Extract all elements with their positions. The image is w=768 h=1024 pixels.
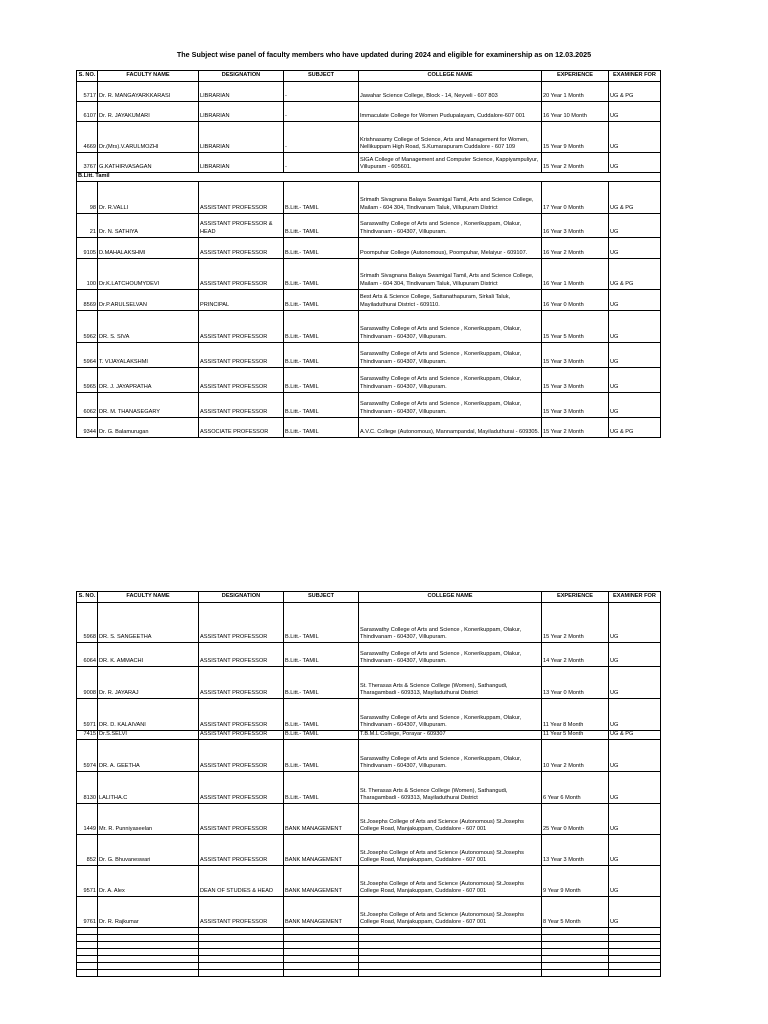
- cell-experience: 6 Year 6 Month: [542, 772, 609, 804]
- empty-cell: [359, 942, 542, 949]
- cell-sno: 21: [77, 213, 98, 237]
- cell-experience: 15 Year 5 Month: [542, 310, 609, 342]
- cell-faculty-name: Dr. R. MANGAYARKKARASI: [98, 82, 199, 102]
- table-row: [77, 122, 661, 153]
- empty-cell: [77, 949, 98, 956]
- cell-designation: ASSISTANT PROFESSOR: [199, 392, 284, 417]
- table-row: [77, 417, 661, 437]
- cell-faculty-name: G.KATHIRVASAGAN: [98, 153, 199, 173]
- cell-experience: 16 Year 0 Month: [542, 289, 609, 310]
- cell-designation: ASSOCIATE PROFESSOR: [199, 417, 284, 437]
- table-row: [77, 342, 661, 367]
- table-row: [77, 289, 661, 310]
- cell-examiner-for: UG & PG: [609, 417, 661, 437]
- cell-examiner-for: UG: [609, 102, 661, 122]
- cell-sno: 6064: [77, 643, 98, 667]
- cell-examiner-for: UG: [609, 740, 661, 772]
- cell-faculty-name: Dr. G. Balamurugan: [98, 417, 199, 437]
- cell-college-name: Saraswathy College of Arts and Science , Konerikuppam, Olakur, Thindivanam - 604307, Villupuram.: [359, 699, 542, 731]
- empty-cell: [284, 935, 359, 942]
- document-title: The Subject wise panel of faculty members who have updated during 2024 and eligible for examinership as on 12.03.2025: [176, 50, 592, 59]
- empty-cell: [77, 963, 98, 970]
- empty-cell: [609, 928, 661, 935]
- cell-college-name: St.Josephs College of Arts and Science (Autonomous) St.Josephs College Road, Manjakuppam, Cuddalore - 607 001: [359, 804, 542, 835]
- cell-sno: 7415: [77, 731, 98, 740]
- cell-subject: B.Litt.- TAMIL: [284, 417, 359, 437]
- cell-examiner-for: UG: [609, 237, 661, 258]
- cell-college-name: SIGA College of Management and Computer Science, Kappiyampuliyur, Villupuram - 605601.: [359, 153, 542, 173]
- cell-designation: ASSISTANT PROFESSOR: [199, 897, 284, 928]
- cell-experience: 15 Year 3 Month: [542, 367, 609, 392]
- cell-examiner-for: UG: [609, 392, 661, 417]
- table-1-body-librarians: [77, 82, 661, 173]
- cell-college-name: Srimath Sivagnana Balaya Swamigal Tamil, Arts and Science College, Mailam - 604 304, Tindivanam Taluk, Villupuram District: [359, 181, 542, 213]
- empty-cell: [284, 970, 359, 977]
- cell-examiner-for: UG: [609, 804, 661, 835]
- cell-sno: 1449: [77, 804, 98, 835]
- cell-faculty-name: Dr.S.SELVI: [98, 731, 199, 740]
- empty-cell: [359, 935, 542, 942]
- cell-faculty-name: Dr. A. Alex: [98, 866, 199, 897]
- cell-college-name: Jawahar Science College, Block - 14, Neyveli - 607 803: [359, 82, 542, 102]
- table-row: [77, 740, 661, 772]
- cell-college-name: Saraswathy College of Arts and Science , Konerikuppam, Olakur, Thindivanam - 604307, Villupuram.: [359, 392, 542, 417]
- cell-college-name: A.V.C. College (Autonomous), Mannampandal, Mayiladuthurai - 609305.: [359, 417, 542, 437]
- cell-experience: 11 Year 5 Month: [542, 731, 609, 740]
- empty-cell: [98, 935, 199, 942]
- empty-cell: [284, 963, 359, 970]
- empty-cell: [284, 942, 359, 949]
- empty-cell: [199, 970, 284, 977]
- cell-designation: ASSISTANT PROFESSOR: [199, 258, 284, 289]
- cell-college-name: St.Josephs College of Arts and Science (Autonomous) St.Josephs College Road, Manjakuppam, Cuddalore - 607 001: [359, 897, 542, 928]
- header-sno: S. NO.: [77, 71, 98, 82]
- header-designation: DESIGNATION: [199, 71, 284, 82]
- cell-college-name: Saraswathy College of Arts and Science , Konerikuppam, Olakur, Thindivanam - 604307, Villupuram.: [359, 643, 542, 667]
- cell-designation: ASSISTANT PROFESSOR: [199, 731, 284, 740]
- table-row: [77, 392, 661, 417]
- cell-subject: B.Litt.- TAMIL: [284, 310, 359, 342]
- cell-sno: 9761: [77, 897, 98, 928]
- table-header-row: [77, 592, 661, 603]
- cell-experience: 20 Year 1 Month: [542, 82, 609, 102]
- empty-cell: [609, 963, 661, 970]
- cell-subject: BANK MANAGEMENT: [284, 835, 359, 866]
- cell-examiner-for: UG: [609, 897, 661, 928]
- cell-faculty-name: Dr. R. JAYAKUMARI: [98, 102, 199, 122]
- cell-college-name: Krishnasamy College of Science, Arts and Management for Women, Nellikuppam High Road, S.Kumarapuram Cuddalore - 607 109: [359, 122, 542, 153]
- cell-designation: ASSISTANT PROFESSOR: [199, 667, 284, 699]
- cell-designation: ASSISTANT PROFESSOR: [199, 342, 284, 367]
- cell-subject: B.Litt.- TAMIL: [284, 213, 359, 237]
- empty-cell: [77, 935, 98, 942]
- cell-designation: ASSISTANT PROFESSOR: [199, 367, 284, 392]
- cell-college-name: Immaculate College for Women Pudupalayam, Cuddalore-607 001: [359, 102, 542, 122]
- cell-experience: 15 Year 2 Month: [542, 417, 609, 437]
- cell-designation: ASSISTANT PROFESSOR: [199, 835, 284, 866]
- cell-subject: B.Litt.- TAMIL: [284, 342, 359, 367]
- empty-cell: [199, 956, 284, 963]
- cell-sno: 6107: [77, 102, 98, 122]
- header-sno: S. NO.: [77, 592, 98, 603]
- cell-faculty-name: Dr. R. Rajkumar: [98, 897, 199, 928]
- empty-row: [77, 956, 661, 963]
- cell-college-name: St. Therasas Arts & Science College (Women), Sathangudi, Tharagambadi - 609313, Mayiladuthurai District: [359, 772, 542, 804]
- cell-examiner-for: UG: [609, 342, 661, 367]
- cell-designation: LIBRARIAN: [199, 82, 284, 102]
- cell-college-name: T.B.M.L College, Porayar - 609307: [359, 731, 542, 740]
- cell-faculty-name: Dr. N. SATHIYA: [98, 213, 199, 237]
- cell-experience: 15 Year 2 Month: [542, 153, 609, 173]
- cell-faculty-name: D.MAHALAKSHMI: [98, 237, 199, 258]
- cell-subject: B.Litt.- TAMIL: [284, 237, 359, 258]
- empty-row: [77, 963, 661, 970]
- cell-subject: B.Litt.- TAMIL: [284, 289, 359, 310]
- empty-cell: [609, 949, 661, 956]
- cell-faculty-name: Dr. G. Bhuvaneswari: [98, 835, 199, 866]
- empty-cell: [359, 949, 542, 956]
- header-college-name: COLLEGE NAME: [359, 592, 542, 603]
- empty-cell: [98, 956, 199, 963]
- cell-sno: 5968: [77, 603, 98, 643]
- cell-sno: 9344: [77, 417, 98, 437]
- empty-cell: [284, 956, 359, 963]
- table-row: [77, 367, 661, 392]
- empty-cell: [542, 970, 609, 977]
- table-row: [77, 213, 661, 237]
- section-row-group: [77, 173, 661, 182]
- header-subject: SUBJECT: [284, 71, 359, 82]
- cell-subject: -: [284, 82, 359, 102]
- cell-faculty-name: DR. D. KALAIVANI: [98, 699, 199, 731]
- cell-faculty-name: DR. M. THANASEGARY: [98, 392, 199, 417]
- cell-subject: BANK MANAGEMENT: [284, 804, 359, 835]
- cell-faculty-name: LALITHA.C: [98, 772, 199, 804]
- table-row: [77, 181, 661, 213]
- cell-sno: 9008: [77, 667, 98, 699]
- cell-faculty-name: Dr.(Mrs).V.ARULMOZHI: [98, 122, 199, 153]
- cell-examiner-for: UG: [609, 667, 661, 699]
- cell-experience: 14 Year 2 Month: [542, 643, 609, 667]
- cell-college-name: Saraswathy College of Arts and Science , Konerikuppam, Olakur, Thindivanam - 604307, Villupuram.: [359, 740, 542, 772]
- cell-sno: 5965: [77, 367, 98, 392]
- cell-subject: B.Litt.- TAMIL: [284, 258, 359, 289]
- header-faculty-name: FACULTY NAME: [98, 592, 199, 603]
- cell-examiner-for: UG: [609, 153, 661, 173]
- cell-sno: 8569: [77, 289, 98, 310]
- empty-cell: [359, 970, 542, 977]
- table-row: [77, 772, 661, 804]
- cell-experience: 16 Year 2 Month: [542, 237, 609, 258]
- cell-sno: 4669: [77, 122, 98, 153]
- cell-faculty-name: DR. A. GEETHA: [98, 740, 199, 772]
- cell-designation: ASSISTANT PROFESSOR: [199, 772, 284, 804]
- cell-experience: 16 Year 1 Month: [542, 258, 609, 289]
- cell-sno: 5964: [77, 342, 98, 367]
- empty-cell: [359, 928, 542, 935]
- table-row: [77, 643, 661, 667]
- header-subject: SUBJECT: [284, 592, 359, 603]
- cell-subject: B.Litt.- TAMIL: [284, 699, 359, 731]
- cell-examiner-for: UG: [609, 213, 661, 237]
- cell-designation: LIBRARIAN: [199, 153, 284, 173]
- cell-faculty-name: Dr. R.VALLI: [98, 181, 199, 213]
- cell-faculty-name: Mr. R. Punniyaseelan: [98, 804, 199, 835]
- header-experience: EXPERIENCE: [542, 71, 609, 82]
- cell-examiner-for: UG: [609, 310, 661, 342]
- cell-examiner-for: UG & PG: [609, 731, 661, 740]
- section-label: B.Litt. Tamil: [77, 173, 199, 182]
- empty-cell: [542, 949, 609, 956]
- cell-designation: DEAN OF STUDIES & HEAD: [199, 866, 284, 897]
- cell-subject: -: [284, 153, 359, 173]
- cell-sno: 8130: [77, 772, 98, 804]
- table-2-body: [77, 603, 661, 928]
- cell-designation: LIBRARIAN: [199, 122, 284, 153]
- cell-designation: ASSISTANT PROFESSOR: [199, 643, 284, 667]
- empty-cell: [98, 942, 199, 949]
- table-row: [77, 897, 661, 928]
- cell-designation: ASSISTANT PROFESSOR: [199, 310, 284, 342]
- header-examiner-for: EXAMINER FOR: [609, 592, 661, 603]
- cell-college-name: St. Therasas Arts & Science College (Women), Sathangudi, Tharagambadi - 609313, Mayiladuthurai District: [359, 667, 542, 699]
- table-row: [77, 153, 661, 173]
- empty-cell: [284, 928, 359, 935]
- cell-experience: 13 Year 0 Month: [542, 667, 609, 699]
- cell-subject: B.Litt.- TAMIL: [284, 392, 359, 417]
- empty-cell: [77, 956, 98, 963]
- header-examiner-for: EXAMINER FOR: [609, 71, 661, 82]
- empty-cell: [542, 942, 609, 949]
- cell-sno: 9571: [77, 866, 98, 897]
- cell-college-name: St.Josephs College of Arts and Science (Autonomous) St.Josephs College Road, Manjakuppam, Cuddalore - 607 001: [359, 866, 542, 897]
- empty-row: [77, 970, 661, 977]
- cell-subject: B.Litt.- TAMIL: [284, 731, 359, 740]
- table-header-row: [77, 71, 661, 82]
- empty-cell: [98, 963, 199, 970]
- empty-cell: [359, 956, 542, 963]
- cell-experience: 15 Year 9 Month: [542, 122, 609, 153]
- cell-sno: 5971: [77, 699, 98, 731]
- cell-designation: LIBRARIAN: [199, 102, 284, 122]
- empty-row: [77, 942, 661, 949]
- cell-experience: 17 Year 0 Month: [542, 181, 609, 213]
- cell-subject: B.Litt.- TAMIL: [284, 603, 359, 643]
- section-row: [77, 173, 661, 182]
- cell-college-name: Saraswathy College of Arts and Science , Konerikuppam, Olakur, Thindivanam - 604307, Villupuram.: [359, 213, 542, 237]
- table-row: [77, 866, 661, 897]
- cell-examiner-for: UG: [609, 866, 661, 897]
- cell-sno: 100: [77, 258, 98, 289]
- table-row: [77, 258, 661, 289]
- cell-faculty-name: DR. S. SANGEETHA: [98, 603, 199, 643]
- empty-cell: [98, 949, 199, 956]
- empty-cell: [199, 949, 284, 956]
- cell-college-name: Saraswathy College of Arts and Science , Konerikuppam, Olakur, Thindivanam - 604307, Villupuram.: [359, 310, 542, 342]
- table-1-body-tamil: [77, 181, 661, 437]
- empty-cell: [199, 963, 284, 970]
- cell-examiner-for: UG: [609, 603, 661, 643]
- cell-experience: 15 Year 3 Month: [542, 342, 609, 367]
- empty-cell: [77, 928, 98, 935]
- cell-subject: B.Litt.- TAMIL: [284, 643, 359, 667]
- cell-subject: B.Litt.- TAMIL: [284, 181, 359, 213]
- cell-examiner-for: UG & PG: [609, 82, 661, 102]
- cell-experience: 9 Year 9 Month: [542, 866, 609, 897]
- empty-cell: [609, 935, 661, 942]
- cell-designation: PRINCIPAL: [199, 289, 284, 310]
- cell-designation: ASSISTANT PROFESSOR: [199, 804, 284, 835]
- cell-sno: 98: [77, 181, 98, 213]
- cell-experience: 15 Year 2 Month: [542, 603, 609, 643]
- cell-experience: 13 Year 3 Month: [542, 835, 609, 866]
- cell-sno: 5962: [77, 310, 98, 342]
- cell-examiner-for: UG: [609, 122, 661, 153]
- cell-subject: B.Litt.- TAMIL: [284, 772, 359, 804]
- cell-designation: ASSISTANT PROFESSOR: [199, 740, 284, 772]
- table-row: [77, 603, 661, 643]
- table-row: [77, 835, 661, 866]
- cell-faculty-name: Dr.P.ARULSELVAN: [98, 289, 199, 310]
- cell-college-name: Saraswathy College of Arts and Science , Konerikuppam, Olakur, Thindivanam - 604307, Villupuram.: [359, 367, 542, 392]
- cell-experience: 15 Year 3 Month: [542, 392, 609, 417]
- empty-row: [77, 935, 661, 942]
- empty-cell: [542, 935, 609, 942]
- cell-subject: BANK MANAGEMENT: [284, 897, 359, 928]
- cell-college-name: Saraswathy College of Arts and Science , Konerikuppam, Olakur, Thindivanam - 604307, Villupuram.: [359, 342, 542, 367]
- cell-experience: 11 Year 8 Month: [542, 699, 609, 731]
- empty-cell: [542, 963, 609, 970]
- cell-designation: ASSISTANT PROFESSOR: [199, 181, 284, 213]
- empty-cell: [77, 942, 98, 949]
- table-row: [77, 699, 661, 731]
- cell-designation: ASSISTANT PROFESSOR: [199, 603, 284, 643]
- header-designation: DESIGNATION: [199, 592, 284, 603]
- table-row: [77, 667, 661, 699]
- cell-subject: -: [284, 102, 359, 122]
- cell-faculty-name: Dr. R. JAYARAJ: [98, 667, 199, 699]
- cell-sno: 5974: [77, 740, 98, 772]
- empty-cell: [199, 928, 284, 935]
- table-row: [77, 102, 661, 122]
- cell-examiner-for: UG: [609, 699, 661, 731]
- cell-experience: 16 Year 3 Month: [542, 213, 609, 237]
- cell-sno: 9105: [77, 237, 98, 258]
- cell-examiner-for: UG & PG: [609, 181, 661, 213]
- cell-college-name: Best Arts & Science College, Sattanathapuram, Sirkali Taluk, Mayiladuthurai District - 609110.: [359, 289, 542, 310]
- faculty-table-2: [76, 591, 661, 977]
- cell-examiner-for: UG: [609, 367, 661, 392]
- empty-cell: [98, 928, 199, 935]
- cell-experience: 16 Year 10 Month: [542, 102, 609, 122]
- table-row: [77, 731, 661, 740]
- cell-designation: ASSISTANT PROFESSOR: [199, 699, 284, 731]
- empty-cell: [542, 956, 609, 963]
- faculty-table-1: [76, 70, 661, 438]
- cell-sno: 5717: [77, 82, 98, 102]
- cell-examiner-for: UG: [609, 643, 661, 667]
- cell-subject: BANK MANAGEMENT: [284, 866, 359, 897]
- cell-examiner-for: UG: [609, 772, 661, 804]
- empty-row: [77, 949, 661, 956]
- cell-faculty-name: DR. S. SIVA: [98, 310, 199, 342]
- cell-college-name: St.Josephs College of Arts and Science (Autonomous) St.Josephs College Road, Manjakuppam, Cuddalore - 607 001: [359, 835, 542, 866]
- cell-college-name: Poompuhar College (Autonomous), Poompuhar, Melaiyur - 609107.: [359, 237, 542, 258]
- empty-cell: [542, 928, 609, 935]
- empty-cell: [609, 942, 661, 949]
- empty-row: [77, 928, 661, 935]
- table-row: [77, 804, 661, 835]
- cell-faculty-name: DR. K. AMMACHI: [98, 643, 199, 667]
- cell-experience: 8 Year 5 Month: [542, 897, 609, 928]
- header-college-name: COLLEGE NAME: [359, 71, 542, 82]
- cell-sno: 852: [77, 835, 98, 866]
- cell-faculty-name: DR. J. JAYAPRATHA: [98, 367, 199, 392]
- cell-examiner-for: UG & PG: [609, 258, 661, 289]
- cell-sno: 6062: [77, 392, 98, 417]
- table-row: [77, 310, 661, 342]
- empty-cell: [609, 956, 661, 963]
- section-fill: [199, 173, 661, 182]
- cell-experience: 25 Year 0 Month: [542, 804, 609, 835]
- empty-cell: [609, 970, 661, 977]
- empty-cell: [77, 970, 98, 977]
- empty-cell: [359, 963, 542, 970]
- empty-cell: [199, 935, 284, 942]
- empty-cell: [284, 949, 359, 956]
- cell-college-name: Saraswathy College of Arts and Science , Konerikuppam, Olakur, Thindivanam - 604307, Villupuram.: [359, 603, 542, 643]
- cell-designation: ASSISTANT PROFESSOR & HEAD: [199, 213, 284, 237]
- cell-examiner-for: UG: [609, 289, 661, 310]
- table-2-empty-rows: [77, 928, 661, 977]
- header-experience: EXPERIENCE: [542, 592, 609, 603]
- header-faculty-name: FACULTY NAME: [98, 71, 199, 82]
- cell-examiner-for: UG: [609, 835, 661, 866]
- cell-subject: B.Litt.- TAMIL: [284, 740, 359, 772]
- cell-subject: B.Litt.- TAMIL: [284, 367, 359, 392]
- cell-subject: -: [284, 122, 359, 153]
- empty-cell: [199, 942, 284, 949]
- cell-faculty-name: T. VIJAYALAKSHMI: [98, 342, 199, 367]
- table-row: [77, 82, 661, 102]
- cell-designation: ASSISTANT PROFESSOR: [199, 237, 284, 258]
- cell-experience: 10 Year 2 Month: [542, 740, 609, 772]
- cell-faculty-name: Dr.K.LATCHOUMYDEVI: [98, 258, 199, 289]
- cell-college-name: Srimath Sivagnana Balaya Swamigal Tamil, Arts and Science College, Mailam - 604 304, Tindivanam Taluk, Villupuram District: [359, 258, 542, 289]
- cell-sno: 3767: [77, 153, 98, 173]
- cell-subject: B.Litt.- TAMIL: [284, 667, 359, 699]
- empty-cell: [98, 970, 199, 977]
- table-row: [77, 237, 661, 258]
